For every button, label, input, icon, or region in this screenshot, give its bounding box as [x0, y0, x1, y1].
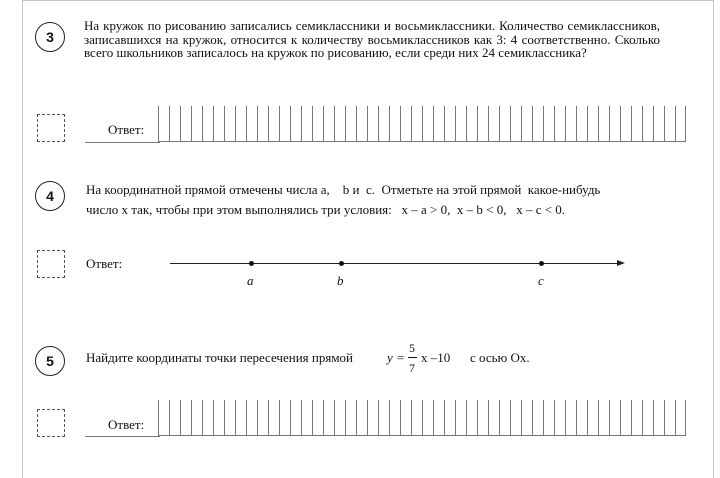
answer-cell[interactable] — [576, 106, 587, 142]
answer-cell[interactable] — [664, 106, 675, 142]
answer-cell[interactable] — [609, 106, 620, 142]
answer-cell[interactable] — [312, 400, 323, 436]
task-4-text-line-2: число x так, чтобы при этом выполнялись три условия: x – a > 0, x – b < 0, x – c < 0. — [86, 202, 566, 217]
answer-cell[interactable] — [631, 400, 642, 436]
answer-cell[interactable] — [532, 106, 543, 142]
answer-cell[interactable] — [422, 106, 433, 142]
answer-cell[interactable] — [246, 400, 257, 436]
task-5-check-box[interactable] — [37, 409, 65, 437]
answer-cell[interactable] — [180, 106, 191, 142]
answer-cell[interactable] — [224, 400, 235, 436]
answer-cell[interactable] — [169, 106, 180, 142]
answer-cell[interactable] — [334, 106, 345, 142]
answer-cell[interactable] — [565, 400, 576, 436]
answer-cell[interactable] — [642, 400, 653, 436]
task-5-number: 5 — [35, 346, 65, 376]
task-4-number: 4 — [35, 181, 65, 211]
answer-cell[interactable] — [389, 400, 400, 436]
answer-cell[interactable] — [213, 400, 224, 436]
point-c-label: c — [538, 273, 544, 288]
answer-cell[interactable] — [279, 400, 290, 436]
answer-cell[interactable] — [224, 106, 235, 142]
answer-cell[interactable] — [202, 400, 213, 436]
answer-cell[interactable] — [521, 106, 532, 142]
fraction-numerator: 5 — [409, 341, 415, 355]
task-3-text: На кружок по рисованию записались семиклассники и восьмиклассники. Количество семиклассников, записавшихся на кружок, относится к количеству восьмиклассников как 3: 4 соответственно. Сколько всего школьников записалось на кружок по рисованию, если среди них 24 семиклассника? — [84, 18, 660, 60]
answer-cell[interactable] — [598, 400, 609, 436]
task-4-answer-label: Ответ: — [86, 256, 123, 271]
answer-cell[interactable] — [543, 106, 554, 142]
answer-cell[interactable] — [301, 400, 312, 436]
task-3-check-box[interactable] — [37, 114, 65, 142]
answer-cell[interactable] — [499, 400, 510, 436]
answer-cell[interactable] — [433, 106, 444, 142]
answer-cell[interactable] — [191, 106, 202, 142]
answer-cell[interactable] — [323, 400, 334, 436]
answer-cell[interactable] — [653, 106, 664, 142]
answer-cell[interactable] — [290, 400, 301, 436]
task-3-answer-grid[interactable] — [158, 106, 686, 142]
answer-cell[interactable] — [543, 400, 554, 436]
answer-cell[interactable] — [345, 106, 356, 142]
answer-cell[interactable] — [191, 400, 202, 436]
answer-cell[interactable] — [554, 400, 565, 436]
task-3-answer-label: Ответ: — [108, 122, 145, 137]
task-5-y-equals: y = — [387, 350, 405, 365]
task-5-text: Найдите координаты точки пересечения прямой — [86, 350, 354, 365]
answer-cell[interactable] — [180, 400, 191, 436]
answer-cell[interactable] — [202, 106, 213, 142]
point-b-label: b — [337, 273, 344, 288]
answer-cell[interactable] — [631, 106, 642, 142]
answer-cell[interactable] — [598, 106, 609, 142]
answer-cell[interactable] — [356, 400, 367, 436]
answer-cell[interactable] — [565, 106, 576, 142]
page-border-left — [22, 0, 23, 478]
answer-cell[interactable] — [312, 106, 323, 142]
answer-cell[interactable] — [675, 106, 686, 142]
fraction-bar — [408, 357, 417, 358]
answer-cell[interactable] — [345, 400, 356, 436]
answer-cell[interactable] — [466, 400, 477, 436]
answer-cell[interactable] — [169, 400, 180, 436]
answer-cell[interactable] — [334, 400, 345, 436]
answer-cell[interactable] — [587, 400, 598, 436]
task-5-answer-line — [85, 436, 160, 437]
answer-cell[interactable] — [576, 400, 587, 436]
task-5-x-term: x –10 — [421, 350, 451, 365]
answer-cell[interactable] — [510, 106, 521, 142]
point-b — [339, 261, 344, 266]
answer-cell[interactable] — [389, 106, 400, 142]
task-4-text-line-1: На координатной прямой отмечены числа a, b и c. Отметьте на этой прямой какое-нибудь — [86, 182, 601, 197]
answer-cell[interactable] — [422, 400, 433, 436]
answer-cell[interactable] — [268, 106, 279, 142]
answer-cell[interactable] — [620, 106, 631, 142]
answer-cell[interactable] — [279, 106, 290, 142]
answer-cell[interactable] — [235, 400, 246, 436]
answer-cell[interactable] — [455, 400, 466, 436]
answer-cell[interactable] — [587, 106, 598, 142]
task-4-check-box[interactable] — [37, 250, 65, 278]
answer-cell[interactable] — [653, 400, 664, 436]
answer-cell[interactable] — [466, 106, 477, 142]
fraction-denominator: 7 — [409, 361, 415, 375]
answer-cell[interactable] — [609, 400, 620, 436]
answer-cell[interactable] — [444, 400, 455, 436]
answer-cell[interactable] — [444, 106, 455, 142]
answer-cell[interactable] — [400, 400, 411, 436]
task-5-answer-label: Ответ: — [108, 417, 145, 432]
task-3-number: 3 — [35, 22, 65, 52]
answer-cell[interactable] — [554, 106, 565, 142]
answer-cell[interactable] — [257, 106, 268, 142]
answer-cell[interactable] — [620, 400, 631, 436]
page-border-top — [22, 0, 714, 1]
task-5-answer-grid[interactable] — [158, 400, 686, 436]
answer-cell[interactable] — [268, 400, 279, 436]
task-3-answer-line — [85, 142, 160, 143]
answer-cell[interactable] — [356, 106, 367, 142]
point-a — [249, 261, 254, 266]
number-line-arrow — [617, 260, 625, 266]
answer-cell[interactable] — [477, 106, 488, 142]
answer-cell[interactable] — [433, 400, 444, 436]
point-a-label: a — [247, 273, 254, 288]
answer-cell[interactable] — [290, 106, 301, 142]
answer-cell[interactable] — [455, 106, 466, 142]
answer-cell[interactable] — [378, 400, 389, 436]
answer-cell[interactable] — [664, 400, 675, 436]
answer-cell[interactable] — [301, 106, 312, 142]
answer-cell[interactable] — [246, 106, 257, 142]
answer-cell[interactable] — [532, 400, 543, 436]
answer-cell[interactable] — [642, 106, 653, 142]
answer-cell[interactable] — [488, 400, 499, 436]
number-line[interactable] — [170, 263, 620, 264]
answer-cell[interactable] — [367, 400, 378, 436]
task-5-text-after: с осью Ox. — [470, 350, 530, 365]
answer-cell[interactable] — [213, 106, 224, 142]
answer-cell[interactable] — [158, 400, 169, 436]
answer-cell[interactable] — [499, 106, 510, 142]
answer-cell[interactable] — [323, 106, 334, 142]
answer-cell[interactable] — [675, 400, 686, 436]
answer-cell[interactable] — [477, 400, 488, 436]
answer-cell[interactable] — [488, 106, 499, 142]
point-c — [539, 261, 544, 266]
answer-cell[interactable] — [367, 106, 378, 142]
answer-cell[interactable] — [521, 400, 532, 436]
answer-cell[interactable] — [411, 106, 422, 142]
answer-cell[interactable] — [378, 106, 389, 142]
answer-cell[interactable] — [400, 106, 411, 142]
page-border-right — [713, 0, 714, 478]
answer-cell[interactable] — [411, 400, 422, 436]
answer-cell[interactable] — [510, 400, 521, 436]
answer-cell[interactable] — [158, 106, 169, 142]
answer-cell[interactable] — [257, 400, 268, 436]
answer-cell[interactable] — [235, 106, 246, 142]
